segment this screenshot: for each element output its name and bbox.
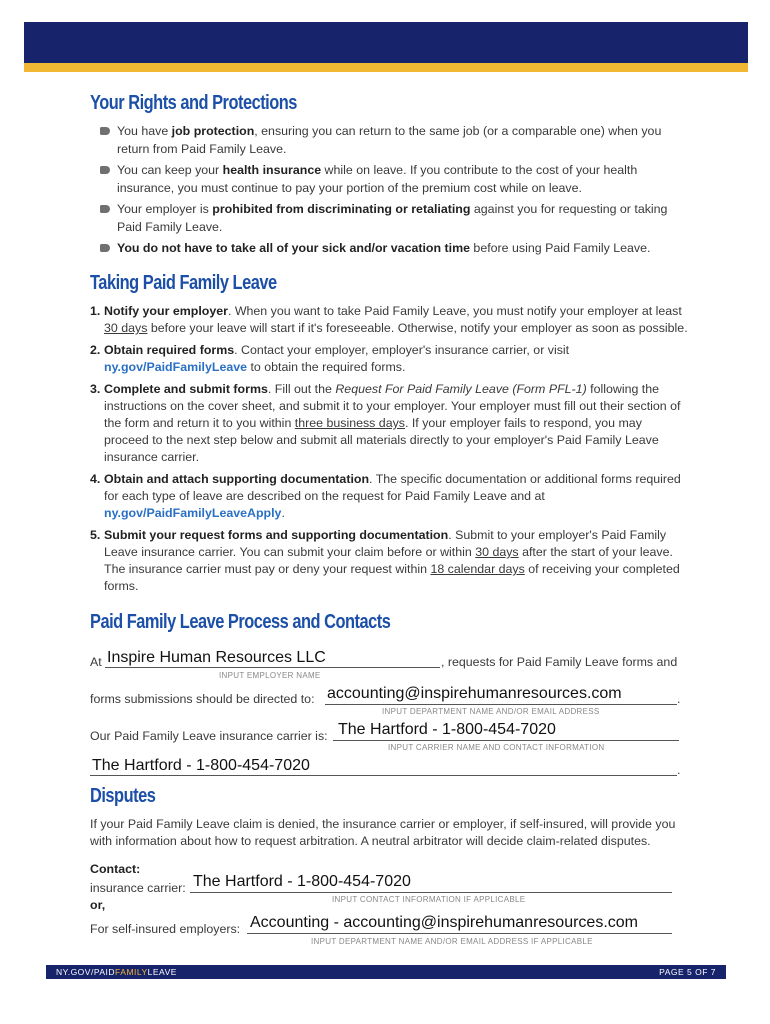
step-item: 3. Complete and submit forms. Fill out the Request For Paid Family Leave (Form PFL-1) following the instructions on the cover sheet, and submit it to your employer. Your employer must fill out their section of the form and return it to you within three business days. If your employer fails to respond, you may proceed to the next step below and submit all materials directly to your employer's Paid Family Leave insurance carrier.	[90, 382, 681, 464]
process-heading: Paid Family Leave Process and Contacts	[90, 611, 391, 633]
self-insured-caption: INPUT DEPARTMENT NAME AND/OR EMAIL ADDRESS IF APPLICABLE	[311, 937, 593, 946]
step-item: 2. Obtain required forms. Contact your employer, employer's insurance carrier, or visit ny.gov/PaidFamilyLeave to obtain the required forms.	[90, 343, 570, 374]
carrier-label: Our Paid Family Leave insurance carrier is:	[90, 729, 328, 743]
contact-label: Contact:	[90, 862, 141, 876]
or-label: or,	[90, 898, 106, 912]
disputes-section	[90, 785, 690, 850]
step-item: 5. Submit your request forms and supporting documentation. Submit to your employer's Paid Family Leave insurance carrier. You can submit your claim before or within 30 days after the start of your leave. The insurance carrier must pay or deny your request within 18 calendar days of receiving your completed forms.	[90, 528, 680, 593]
rights-section	[90, 92, 690, 262]
directed-caption: INPUT DEPARTMENT NAME AND/OR EMAIL ADDRESS	[382, 707, 600, 716]
header-accent-stripe	[24, 63, 748, 72]
disputes-heading: Disputes	[90, 785, 156, 807]
list-item: You do not have to take all of your sick and/or vacation time before using Paid Family Leave.	[90, 240, 690, 258]
rights-list	[90, 123, 690, 258]
insurance-carrier-label: insurance carrier:	[90, 881, 186, 895]
dispute-carrier-field[interactable]: The Hartford - 1-800-454-7020	[193, 873, 411, 890]
carrier-line	[333, 740, 679, 741]
footer-bar	[46, 965, 726, 979]
directed-period: .	[677, 692, 681, 706]
footer-url[interactable]: NY.GOV/PAIDFAMILYLEAVE	[56, 967, 177, 977]
employer-caption: INPUT EMPLOYER NAME	[219, 671, 321, 680]
pfl-apply-link[interactable]: ny.gov/PaidFamilyLeaveApply	[104, 506, 282, 520]
page-number: PAGE 5 OF 7	[659, 967, 716, 977]
department-email-field[interactable]: accounting@inspirehumanresources.com	[327, 685, 622, 702]
list-item: You can keep your health insurance while on leave. If you contribute to the cost of your health insurance, you must continue to pay your portion of the premium cost while on leave.	[90, 162, 690, 197]
bullet-icon	[100, 166, 110, 174]
dispute-carrier-line	[190, 892, 672, 893]
process-section	[90, 611, 690, 634]
header-banner	[24, 22, 748, 63]
rights-heading: Your Rights and Protections	[90, 92, 297, 114]
self-insured-line	[247, 933, 672, 934]
list-item: Your employer is prohibited from discriminating or retaliating against you for requesting or taking Paid Family Leave.	[90, 201, 690, 236]
dispute-carrier-caption: INPUT CONTACT INFORMATION IF APPLICABLE	[332, 895, 526, 904]
at-label: At	[90, 655, 102, 669]
carrier-continuation-period: .	[677, 763, 681, 777]
employer-trailing-text: , requests for Paid Family Leave forms and	[441, 655, 678, 669]
taking-section	[90, 272, 690, 600]
step-item: 4. Obtain and attach supporting documentation. The specific documentation or additional forms required for each type of leave are described on the request for Paid Family Leave and at ny.gov/PaidFamilyLeaveApply.	[90, 472, 681, 520]
carrier-field[interactable]: The Hartford - 1-800-454-7020	[338, 721, 556, 738]
bullet-icon	[100, 127, 110, 135]
carrier-continuation-line	[90, 775, 677, 776]
list-item: You have job protection, ensuring you can return to the same job (or a comparable one) when you return from Paid Family Leave.	[90, 123, 690, 158]
directed-line	[325, 704, 677, 705]
employer-name-field[interactable]: Inspire Human Resources LLC	[107, 649, 326, 666]
bullet-icon	[100, 205, 110, 213]
carrier-continuation-field[interactable]: The Hartford - 1-800-454-7020	[92, 757, 310, 774]
bullet-icon	[100, 244, 110, 252]
self-insured-field[interactable]: Accounting - accounting@inspirehumanresources.com	[250, 914, 638, 931]
step-item: 1. Notify your employer. When you want to take Paid Family Leave, you must notify your employer at least 30 days before your leave will start if it's foreseeable. Otherwise, notify your employer as soon as possible.	[90, 304, 688, 335]
carrier-caption: INPUT CARRIER NAME AND CONTACT INFORMATION	[388, 743, 605, 752]
directed-label: forms submissions should be directed to:	[90, 692, 315, 706]
steps-list	[90, 303, 690, 595]
taking-heading: Taking Paid Family Leave	[90, 272, 277, 294]
employer-line	[105, 667, 440, 668]
disputes-body: If your Paid Family Leave claim is denied, the insurance carrier or employer, if self-insured, will provide you with information about how to request arbitration. A neutral arbitrator will decide claim-related disputes.	[90, 817, 676, 848]
self-insured-label: For self-insured employers:	[90, 922, 241, 936]
pfl-link[interactable]: ny.gov/PaidFamilyLeave	[104, 360, 248, 374]
